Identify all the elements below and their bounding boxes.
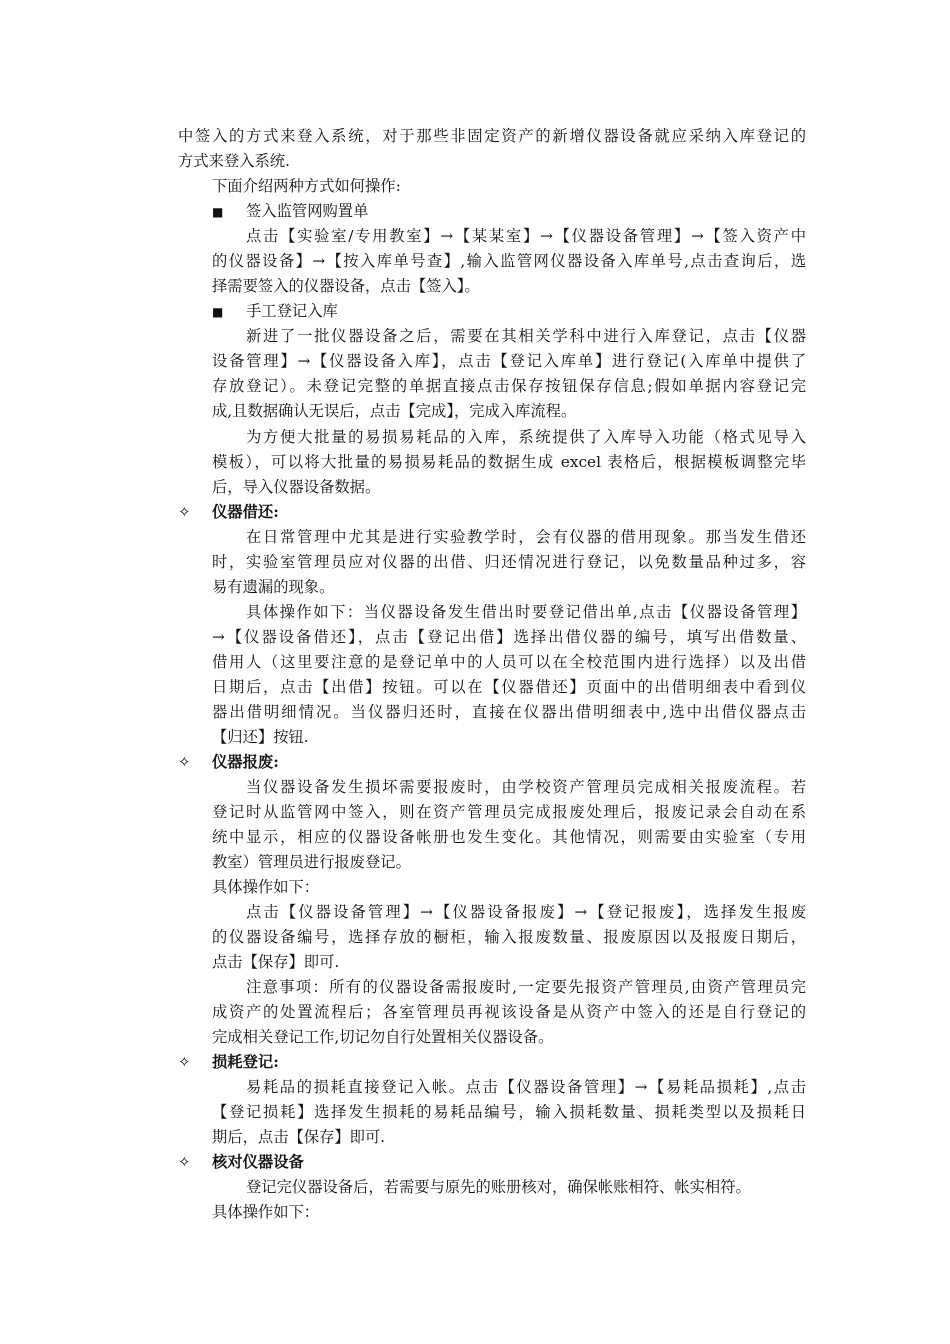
- text-line: →【仪器设备借还】，点击【登记出借】选择出借仪器的编号，填写出借数量、: [212, 628, 806, 646]
- text-line: 点击【仪器设备管理】→【仪器设备报废】→【登记报废】，选择发生报废: [246, 903, 806, 921]
- text-line: 【归还】按钮.: [212, 728, 309, 746]
- text-line: 具体操作如下：: [212, 878, 320, 896]
- text-line: 存放登记）。未登记完整的单据直接点击保存按钮保存信息;假如单据内容登记完: [212, 377, 806, 395]
- text-line: 成,且数据确认无误后，点击【完成】，完成入库流程。: [212, 402, 577, 420]
- text-line: 登记时从监管网中签入，则在资产管理员完成报废处理后，报废记录会自动在系: [212, 803, 806, 821]
- text-line: 方式来登入系统.: [178, 152, 290, 170]
- diamond-bullet-icon: ✧: [178, 1053, 191, 1071]
- text-line: 中签入的方式来登入系统，对于那些非固定资产的新增仪器设备就应采纳入库登记的: [178, 127, 806, 145]
- text-line: 设备管理】→【仪器设备入库】，点击【登记入库单】进行登记(入库单中提供了: [212, 352, 806, 370]
- text-line: 为方便大批量的易损易耗品的入库，系统提供了入库导入功能（格式见导入: [246, 428, 806, 446]
- square-bullet-icon: ■: [212, 305, 224, 319]
- text-line: 完成相关登记工作,切记勿自行处置相关仪器设备。: [212, 1028, 554, 1046]
- text-line: 易耗品的损耗直接登记入帐。点击【仪器设备管理】→【易耗品损耗】,点击: [246, 1078, 806, 1096]
- text-line: 教室）管理员进行报废登记。: [212, 853, 411, 871]
- text-line: 易有遗漏的现象。: [212, 578, 335, 596]
- text-line: 期后，点击【保存】即可.: [212, 1128, 386, 1146]
- text-line: 注意事项：所有的仪器设备需报废时,一定要先报资产管理员,由资产管理员完: [246, 978, 806, 996]
- text-line: 器出借明细情况。当仪器归还时，直接在仪器出借明细表中,选中出借仪器点击: [212, 703, 806, 721]
- diamond-bullet-icon: ✧: [178, 1153, 191, 1171]
- text-line: 当仪器设备发生损坏需要报废时，由学校资产管理员完成相关报废流程。若: [246, 778, 806, 796]
- text-line: 【登记损耗】选择发生损耗的易耗品编号，输入损耗数量、损耗类型以及损耗日: [212, 1103, 806, 1121]
- text-line: 借用人（这里要注意的是登记单中的人员可以在全校范围内进行选择）以及出借: [212, 653, 806, 671]
- text-line: 的仪器设备】→【按入库单号查】,输入监管网仪器设备入库单号,点击查询后，选: [212, 252, 806, 270]
- text-line: 点击【实验室/专用教室】→【某某室】→【仪器设备管理】→【签入资产中: [246, 227, 806, 245]
- text-line: 新进了一批仪器设备之后，需要在其相关学科中进行入库登记，点击【仪器: [246, 327, 806, 345]
- text-line: 登记完仪器设备后，若需要与原先的账册核对，确保帐账相符、帐实相符。: [246, 1178, 751, 1196]
- text-line: 后，导入仪器设备数据。: [212, 478, 381, 496]
- diamond-bullet-icon: ✧: [178, 753, 191, 771]
- section-heading: 仪器借还:: [212, 503, 279, 521]
- section-heading: 仪器报废:: [212, 753, 279, 771]
- text-line: 时，实验室管理员应对仪器的出借、归还情况进行登记，以免数量品种过多，容: [212, 553, 806, 571]
- text-line: 具体操作如下：当仪器设备发生借出时要登记借出单,点击【仪器设备管理】: [246, 603, 806, 621]
- text-line: 点击【保存】即可.: [212, 953, 340, 971]
- text-line: 在日常管理中尤其是进行实验教学时，会有仪器的借用现象。那当发生借还: [246, 528, 806, 546]
- text-line: 模板），可以将大批量的易损易耗品的数据生成 excel 表格后，根据模板调整完毕: [212, 453, 806, 471]
- square-bullet-icon: ■: [212, 205, 224, 219]
- section-heading: 损耗登记:: [212, 1053, 279, 1071]
- text-line: 成资产的处置流程后；各室管理员再视该设备是从资产中签入的还是自行登记的: [212, 1003, 806, 1021]
- text-line: 择需要签入的仪器设备，点击【签入】。: [212, 277, 480, 295]
- subheading: 手工登记入库: [246, 302, 338, 320]
- diamond-bullet-icon: ✧: [178, 503, 191, 521]
- text-line: 的仪器设备编号，选择存放的橱柜，输入报废数量、报废原因以及报废日期后，: [212, 928, 806, 946]
- text-line: 日期后，点击【出借】按钮。可以在【仪器借还】页面中的出借明细表中看到仪: [212, 678, 806, 696]
- text-line: 统中显示，相应的仪器设备帐册也发生变化。其他情况，则需要由实验室（专用: [212, 828, 806, 846]
- subheading: 签入监管网购置单: [246, 202, 369, 220]
- section-heading: 核对仪器设备: [212, 1153, 304, 1171]
- text-line: 下面介绍两种方式如何操作:: [212, 177, 401, 195]
- text-line: 具体操作如下：: [212, 1203, 320, 1221]
